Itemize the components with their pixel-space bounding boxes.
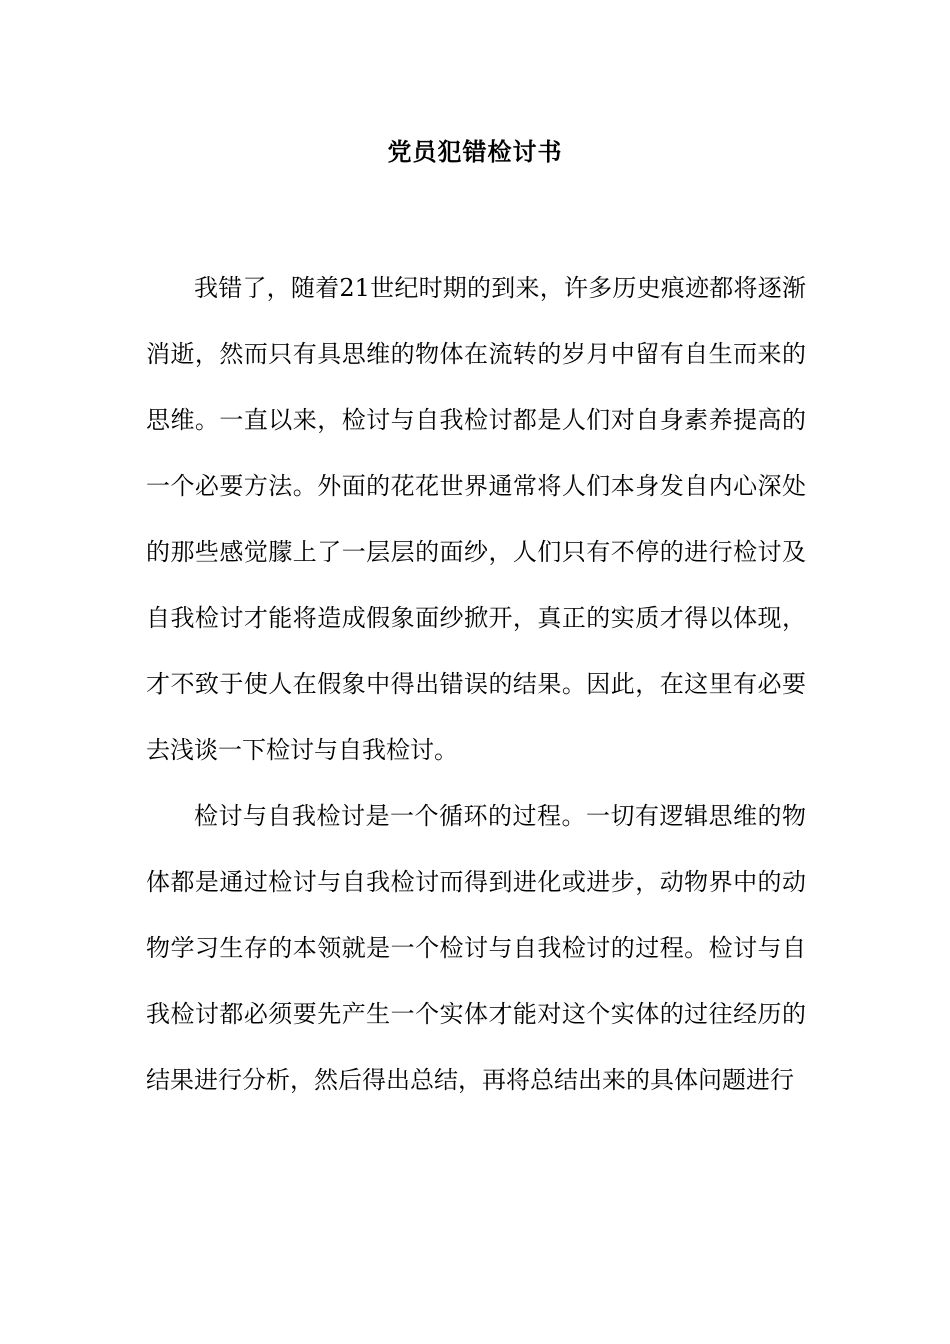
paragraph-2: 检讨与自我检讨是一个循环的过程。一切有逻辑思维的物体都是通过检讨与自我检讨而得到进化或进步，动物界中的动物学习生存的本领就是一个检讨与自我检讨的过程。检讨与自我检讨都必须要先产生一个实体才能对这个实体的过往经历的结果进行分析，然后得出总结，再将总结出来的具体问题进行 bbox=[146, 802, 806, 1094]
document-title: 党员犯错检讨书 bbox=[387, 137, 563, 166]
paragraph-1: 我错了，随着21世纪时期的到来，许多历史痕迹都将逐渐消逝，然而只有具思维的物体在流转的岁月中留有自生而来的思维。一直以来，检讨与自我检讨都是人们对自身素养提高的一个必要方法。外面的花花世界通常将人们本身发自内心深处的那些感觉朦上了一层层的面纱，人们只有不停的进行检讨及自我检讨才能将造成假象面纱掀开，真正的实质才得以体现，才不致于使人在假象中得出错误的结果。因此，在这里有必要去浅谈一下检讨与自我检讨。 bbox=[146, 274, 806, 764]
document-body bbox=[146, 255, 806, 1113]
